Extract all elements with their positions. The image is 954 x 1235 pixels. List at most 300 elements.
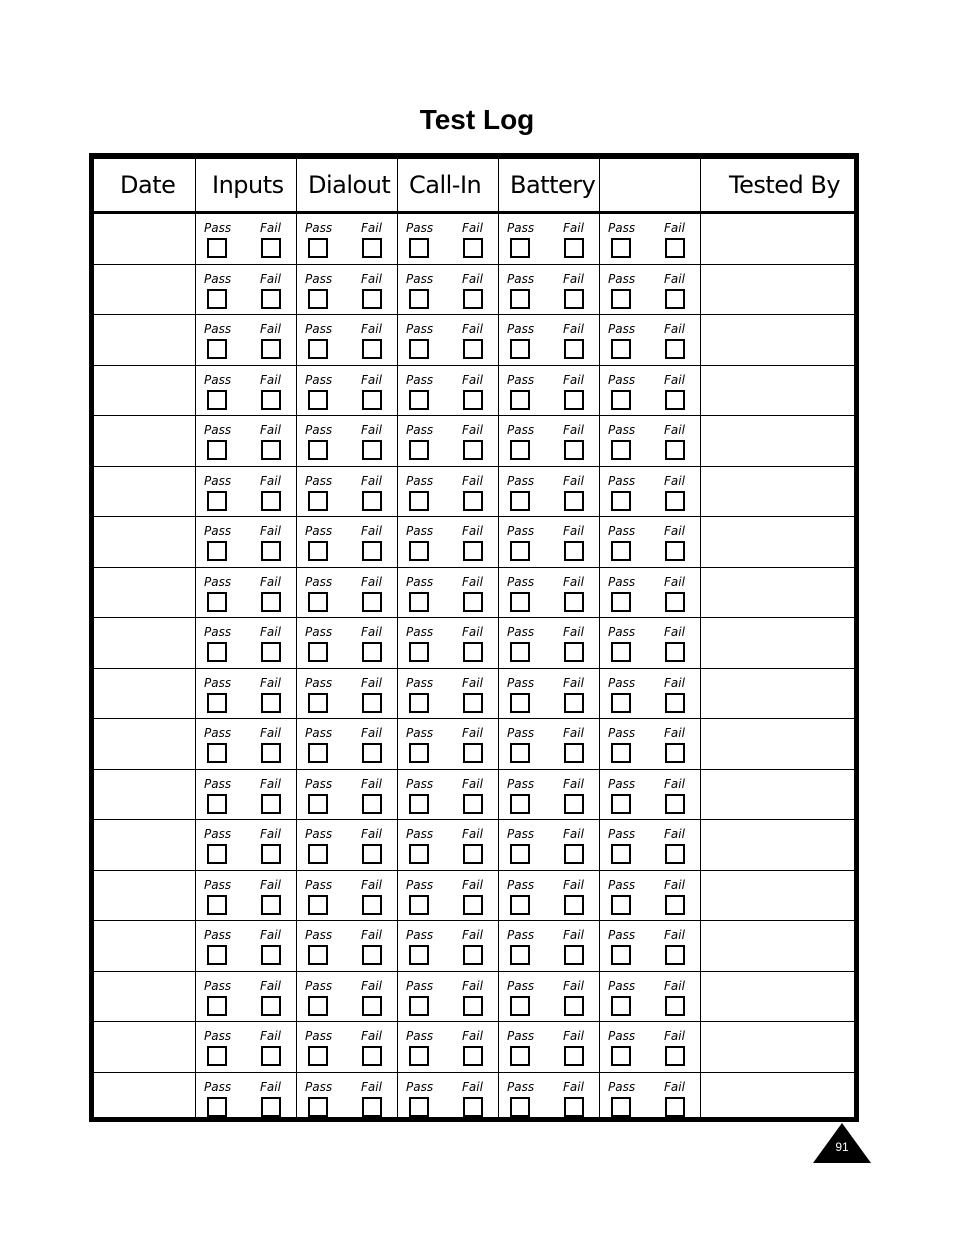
tested-by-cell[interactable] bbox=[701, 618, 854, 668]
battery-pass-label: Pass bbox=[507, 524, 535, 538]
battery-pass-checkbox[interactable] bbox=[510, 794, 530, 814]
battery-fail-checkbox[interactable] bbox=[564, 390, 584, 410]
battery-fail-checkbox[interactable] bbox=[564, 440, 584, 460]
inputs-pass-label: Pass bbox=[204, 978, 232, 993]
tested-by-cell[interactable] bbox=[701, 820, 854, 870]
dialout-pass-checkbox[interactable] bbox=[308, 541, 328, 561]
inputs-pass-checkbox[interactable] bbox=[207, 844, 227, 864]
dialout-fail-checkbox[interactable] bbox=[362, 642, 382, 662]
battery-pass-checkbox[interactable] bbox=[510, 289, 530, 309]
battery-pass-label: Pass bbox=[507, 271, 535, 286]
dialout-fail-checkbox[interactable] bbox=[362, 238, 382, 258]
call-in-fail-checkbox[interactable] bbox=[463, 895, 483, 915]
inputs-fail-checkbox[interactable] bbox=[261, 238, 281, 258]
dialout-pass-checkbox[interactable] bbox=[308, 592, 328, 612]
inputs-pass-checkbox[interactable] bbox=[207, 1097, 227, 1117]
battery-pass-checkbox[interactable] bbox=[510, 390, 530, 410]
tested-by-cell[interactable] bbox=[701, 416, 854, 466]
battery-fail-checkbox[interactable] bbox=[564, 743, 584, 763]
call-in-pass-checkbox[interactable] bbox=[409, 339, 429, 359]
date-cell[interactable] bbox=[94, 416, 195, 466]
date-cell[interactable] bbox=[94, 618, 195, 668]
dialout-pass-label: Pass bbox=[305, 524, 333, 538]
battery-pass-checkbox[interactable] bbox=[510, 592, 530, 612]
blank-pass-checkbox[interactable] bbox=[611, 440, 631, 460]
call-in-fail-checkbox[interactable] bbox=[463, 491, 483, 511]
inputs-pass-checkbox[interactable] bbox=[207, 491, 227, 511]
call-in-fail-label: Fail bbox=[462, 574, 483, 589]
dialout-fail-checkbox[interactable] bbox=[362, 440, 382, 460]
call-in-pass-label: Pass bbox=[406, 928, 434, 942]
call-in-fail-checkbox[interactable] bbox=[463, 1097, 483, 1117]
inputs-pass-checkbox[interactable] bbox=[207, 895, 227, 915]
blank-fail-checkbox[interactable] bbox=[665, 339, 685, 359]
dialout-pass-checkbox[interactable] bbox=[308, 794, 328, 814]
blank-pass-checkbox[interactable] bbox=[611, 339, 631, 359]
inputs-fail-checkbox[interactable] bbox=[261, 289, 281, 309]
tested-by-cell[interactable] bbox=[701, 770, 854, 820]
battery-fail-label: Fail bbox=[563, 372, 584, 387]
blank-pass-label: Pass bbox=[608, 372, 636, 387]
blank-fail-checkbox[interactable] bbox=[665, 743, 685, 763]
inputs-fail-checkbox[interactable] bbox=[261, 1046, 281, 1066]
dialout-fail-checkbox[interactable] bbox=[362, 794, 382, 814]
call-in-fail-label: Fail bbox=[462, 473, 483, 488]
inputs-pass-label: Pass bbox=[204, 524, 232, 538]
battery-fail-checkbox[interactable] bbox=[564, 289, 584, 309]
inputs-pass-label: Pass bbox=[204, 1029, 232, 1043]
dialout-fail-checkbox[interactable] bbox=[362, 592, 382, 612]
call-in-fail-checkbox[interactable] bbox=[463, 440, 483, 460]
blank-fail-checkbox[interactable] bbox=[665, 289, 685, 309]
call-in-fail-label: Fail bbox=[462, 675, 483, 690]
tested-by-cell[interactable] bbox=[701, 871, 854, 921]
date-cell[interactable] bbox=[94, 1073, 195, 1123]
call-in-pass-label: Pass bbox=[406, 271, 434, 286]
blank-fail-checkbox[interactable] bbox=[665, 693, 685, 713]
battery-pass-label: Pass bbox=[507, 827, 535, 841]
call-in-pass-checkbox[interactable] bbox=[409, 440, 429, 460]
dialout-fail-checkbox[interactable] bbox=[362, 693, 382, 713]
table-row bbox=[94, 366, 854, 416]
battery-pass-checkbox[interactable] bbox=[510, 541, 530, 561]
blank-fail-checkbox[interactable] bbox=[665, 1046, 685, 1066]
battery-fail-checkbox[interactable] bbox=[564, 339, 584, 359]
dialout-pass-checkbox[interactable] bbox=[308, 743, 328, 763]
inputs-fail-label: Fail bbox=[260, 726, 281, 740]
battery-fail-checkbox[interactable] bbox=[564, 238, 584, 258]
inputs-pass-checkbox[interactable] bbox=[207, 1046, 227, 1066]
date-cell[interactable] bbox=[94, 921, 195, 971]
battery-fail-checkbox[interactable] bbox=[564, 1097, 584, 1117]
dialout-pass-checkbox[interactable] bbox=[308, 1097, 328, 1117]
header-inputs: Inputs bbox=[212, 171, 284, 199]
battery-fail-checkbox[interactable] bbox=[564, 945, 584, 965]
inputs-fail-label: Fail bbox=[260, 1029, 281, 1043]
inputs-fail-checkbox[interactable] bbox=[261, 895, 281, 915]
battery-pass-label: Pass bbox=[507, 1029, 535, 1043]
dialout-fail-checkbox[interactable] bbox=[362, 895, 382, 915]
battery-fail-checkbox[interactable] bbox=[564, 541, 584, 561]
battery-pass-checkbox[interactable] bbox=[510, 238, 530, 258]
blank-pass-checkbox[interactable] bbox=[611, 945, 631, 965]
blank-pass-checkbox[interactable] bbox=[611, 1046, 631, 1066]
header-battery: Battery bbox=[510, 171, 596, 199]
date-cell[interactable] bbox=[94, 315, 195, 365]
call-in-fail-checkbox[interactable] bbox=[463, 844, 483, 864]
blank-fail-checkbox[interactable] bbox=[665, 945, 685, 965]
dialout-pass-checkbox[interactable] bbox=[308, 491, 328, 511]
inputs-pass-checkbox[interactable] bbox=[207, 440, 227, 460]
inputs-pass-label: Pass bbox=[204, 221, 232, 235]
call-in-fail-checkbox[interactable] bbox=[463, 592, 483, 612]
date-cell[interactable] bbox=[94, 719, 195, 769]
battery-fail-checkbox[interactable] bbox=[564, 693, 584, 713]
dialout-fail-label: Fail bbox=[361, 221, 382, 235]
table-row bbox=[94, 1073, 854, 1123]
dialout-fail-checkbox[interactable] bbox=[362, 289, 382, 309]
dialout-fail-checkbox[interactable] bbox=[362, 390, 382, 410]
call-in-fail-checkbox[interactable] bbox=[463, 541, 483, 561]
blank-pass-checkbox[interactable] bbox=[611, 895, 631, 915]
inputs-fail-checkbox[interactable] bbox=[261, 592, 281, 612]
call-in-pass-checkbox[interactable] bbox=[409, 844, 429, 864]
dialout-pass-checkbox[interactable] bbox=[308, 945, 328, 965]
blank-fail-checkbox[interactable] bbox=[665, 390, 685, 410]
dialout-pass-label: Pass bbox=[305, 928, 333, 942]
date-cell[interactable] bbox=[94, 972, 195, 1022]
date-cell[interactable] bbox=[94, 770, 195, 820]
battery-fail-checkbox[interactable] bbox=[564, 1046, 584, 1066]
blank-fail-label: Fail bbox=[664, 524, 685, 538]
tested-by-cell[interactable] bbox=[701, 921, 854, 971]
inputs-pass-checkbox[interactable] bbox=[207, 642, 227, 662]
dialout-pass-label: Pass bbox=[305, 322, 333, 336]
blank-pass-label: Pass bbox=[608, 322, 636, 336]
date-cell[interactable] bbox=[94, 467, 195, 517]
inputs-pass-checkbox[interactable] bbox=[207, 238, 227, 258]
dialout-fail-checkbox[interactable] bbox=[362, 996, 382, 1016]
table-row bbox=[94, 467, 854, 517]
call-in-fail-label: Fail bbox=[462, 322, 483, 336]
battery-pass-checkbox[interactable] bbox=[510, 844, 530, 864]
blank-fail-label: Fail bbox=[664, 726, 685, 740]
header-dialout: Dialout bbox=[308, 171, 391, 199]
blank-pass-label: Pass bbox=[608, 776, 636, 791]
tested-by-cell[interactable] bbox=[701, 972, 854, 1022]
blank-fail-checkbox[interactable] bbox=[665, 238, 685, 258]
dialout-fail-checkbox[interactable] bbox=[362, 491, 382, 511]
inputs-fail-label: Fail bbox=[260, 978, 281, 993]
date-cell[interactable] bbox=[94, 669, 195, 719]
battery-pass-checkbox[interactable] bbox=[510, 491, 530, 511]
inputs-fail-checkbox[interactable] bbox=[261, 693, 281, 713]
battery-fail-label: Fail bbox=[563, 524, 584, 538]
battery-fail-checkbox[interactable] bbox=[564, 844, 584, 864]
tested-by-cell[interactable] bbox=[701, 467, 854, 517]
dialout-pass-checkbox[interactable] bbox=[308, 440, 328, 460]
inputs-fail-label: Fail bbox=[260, 1079, 281, 1094]
call-in-fail-checkbox[interactable] bbox=[463, 339, 483, 359]
battery-fail-checkbox[interactable] bbox=[564, 592, 584, 612]
tested-by-cell[interactable] bbox=[701, 315, 854, 365]
blank-pass-checkbox[interactable] bbox=[611, 289, 631, 309]
inputs-fail-checkbox[interactable] bbox=[261, 339, 281, 359]
blank-pass-checkbox[interactable] bbox=[611, 238, 631, 258]
call-in-pass-checkbox[interactable] bbox=[409, 289, 429, 309]
inputs-pass-label: Pass bbox=[204, 322, 232, 336]
battery-pass-checkbox[interactable] bbox=[510, 693, 530, 713]
blank-fail-label: Fail bbox=[664, 574, 685, 589]
call-in-fail-label: Fail bbox=[462, 1029, 483, 1043]
call-in-fail-checkbox[interactable] bbox=[463, 390, 483, 410]
dialout-pass-label: Pass bbox=[305, 221, 333, 235]
tested-by-cell[interactable] bbox=[701, 669, 854, 719]
call-in-pass-checkbox[interactable] bbox=[409, 794, 429, 814]
tested-by-cell[interactable] bbox=[701, 568, 854, 618]
tested-by-cell[interactable] bbox=[701, 366, 854, 416]
inputs-pass-checkbox[interactable] bbox=[207, 743, 227, 763]
battery-pass-label: Pass bbox=[507, 675, 535, 690]
date-cell[interactable] bbox=[94, 871, 195, 921]
battery-fail-checkbox[interactable] bbox=[564, 491, 584, 511]
inputs-fail-label: Fail bbox=[260, 423, 281, 437]
blank-fail-checkbox[interactable] bbox=[665, 844, 685, 864]
blank-pass-checkbox[interactable] bbox=[611, 693, 631, 713]
battery-fail-label: Fail bbox=[563, 928, 584, 942]
inputs-fail-label: Fail bbox=[260, 322, 281, 336]
inputs-fail-label: Fail bbox=[260, 877, 281, 892]
dialout-fail-label: Fail bbox=[361, 877, 382, 892]
battery-pass-checkbox[interactable] bbox=[510, 945, 530, 965]
inputs-fail-checkbox[interactable] bbox=[261, 1097, 281, 1117]
dialout-pass-checkbox[interactable] bbox=[308, 693, 328, 713]
blank-fail-label: Fail bbox=[664, 978, 685, 993]
table-row bbox=[94, 921, 854, 971]
dialout-pass-checkbox[interactable] bbox=[308, 642, 328, 662]
call-in-fail-label: Fail bbox=[462, 221, 483, 235]
blank-fail-checkbox[interactable] bbox=[665, 1097, 685, 1117]
dialout-pass-checkbox[interactable] bbox=[308, 390, 328, 410]
date-cell[interactable] bbox=[94, 517, 195, 567]
dialout-fail-label: Fail bbox=[361, 322, 382, 336]
blank-fail-checkbox[interactable] bbox=[665, 642, 685, 662]
blank-pass-checkbox[interactable] bbox=[611, 844, 631, 864]
call-in-pass-checkbox[interactable] bbox=[409, 996, 429, 1016]
tested-by-cell[interactable] bbox=[701, 517, 854, 567]
battery-fail-label: Fail bbox=[563, 423, 584, 437]
dialout-fail-checkbox[interactable] bbox=[362, 844, 382, 864]
inputs-fail-checkbox[interactable] bbox=[261, 390, 281, 410]
call-in-fail-label: Fail bbox=[462, 1079, 483, 1094]
date-cell[interactable] bbox=[94, 568, 195, 618]
inputs-pass-label: Pass bbox=[204, 372, 232, 387]
inputs-pass-label: Pass bbox=[204, 473, 232, 488]
date-cell[interactable] bbox=[94, 366, 195, 416]
call-in-fail-checkbox[interactable] bbox=[463, 289, 483, 309]
blank-pass-checkbox[interactable] bbox=[611, 1097, 631, 1117]
blank-pass-label: Pass bbox=[608, 524, 636, 538]
call-in-fail-checkbox[interactable] bbox=[463, 945, 483, 965]
date-cell[interactable] bbox=[94, 265, 195, 315]
tested-by-cell[interactable] bbox=[701, 265, 854, 315]
blank-pass-checkbox[interactable] bbox=[611, 743, 631, 763]
date-cell[interactable] bbox=[94, 1022, 195, 1072]
blank-pass-checkbox[interactable] bbox=[611, 794, 631, 814]
battery-pass-checkbox[interactable] bbox=[510, 642, 530, 662]
battery-fail-label: Fail bbox=[563, 473, 584, 488]
inputs-fail-checkbox[interactable] bbox=[261, 844, 281, 864]
blank-fail-checkbox[interactable] bbox=[665, 895, 685, 915]
battery-fail-checkbox[interactable] bbox=[564, 996, 584, 1016]
dialout-pass-label: Pass bbox=[305, 473, 333, 488]
battery-pass-checkbox[interactable] bbox=[510, 440, 530, 460]
dialout-pass-checkbox[interactable] bbox=[308, 238, 328, 258]
battery-fail-label: Fail bbox=[563, 827, 584, 841]
call-in-pass-checkbox[interactable] bbox=[409, 238, 429, 258]
blank-fail-checkbox[interactable] bbox=[665, 491, 685, 511]
inputs-pass-label: Pass bbox=[204, 271, 232, 286]
inputs-pass-checkbox[interactable] bbox=[207, 592, 227, 612]
dialout-pass-checkbox[interactable] bbox=[308, 895, 328, 915]
blank-fail-checkbox[interactable] bbox=[665, 541, 685, 561]
battery-fail-checkbox[interactable] bbox=[564, 895, 584, 915]
call-in-fail-checkbox[interactable] bbox=[463, 794, 483, 814]
table-row bbox=[94, 517, 854, 567]
call-in-fail-checkbox[interactable] bbox=[463, 996, 483, 1016]
battery-fail-checkbox[interactable] bbox=[564, 642, 584, 662]
battery-pass-label: Pass bbox=[507, 776, 535, 791]
inputs-fail-label: Fail bbox=[260, 675, 281, 690]
blank-pass-checkbox[interactable] bbox=[611, 592, 631, 612]
dialout-fail-checkbox[interactable] bbox=[362, 541, 382, 561]
inputs-pass-checkbox[interactable] bbox=[207, 339, 227, 359]
dialout-fail-label: Fail bbox=[361, 423, 382, 437]
inputs-fail-checkbox[interactable] bbox=[261, 743, 281, 763]
inputs-pass-checkbox[interactable] bbox=[207, 945, 227, 965]
call-in-pass-checkbox[interactable] bbox=[409, 743, 429, 763]
battery-fail-label: Fail bbox=[563, 726, 584, 740]
call-in-pass-checkbox[interactable] bbox=[409, 945, 429, 965]
dialout-pass-checkbox[interactable] bbox=[308, 289, 328, 309]
call-in-fail-checkbox[interactable] bbox=[463, 743, 483, 763]
inputs-pass-checkbox[interactable] bbox=[207, 541, 227, 561]
inputs-fail-checkbox[interactable] bbox=[261, 440, 281, 460]
inputs-pass-checkbox[interactable] bbox=[207, 996, 227, 1016]
battery-fail-checkbox[interactable] bbox=[564, 794, 584, 814]
call-in-fail-checkbox[interactable] bbox=[463, 642, 483, 662]
call-in-fail-checkbox[interactable] bbox=[463, 1046, 483, 1066]
call-in-fail-label: Fail bbox=[462, 625, 483, 639]
battery-pass-label: Pass bbox=[507, 423, 535, 437]
call-in-pass-checkbox[interactable] bbox=[409, 390, 429, 410]
call-in-pass-checkbox[interactable] bbox=[409, 491, 429, 511]
dialout-pass-label: Pass bbox=[305, 675, 333, 690]
blank-pass-checkbox[interactable] bbox=[611, 491, 631, 511]
battery-fail-label: Fail bbox=[563, 1079, 584, 1094]
call-in-pass-checkbox[interactable] bbox=[409, 541, 429, 561]
blank-fail-checkbox[interactable] bbox=[665, 996, 685, 1016]
tested-by-cell[interactable] bbox=[701, 214, 854, 264]
call-in-pass-checkbox[interactable] bbox=[409, 1046, 429, 1066]
dialout-fail-label: Fail bbox=[361, 827, 382, 841]
dialout-fail-checkbox[interactable] bbox=[362, 945, 382, 965]
inputs-fail-checkbox[interactable] bbox=[261, 541, 281, 561]
call-in-pass-checkbox[interactable] bbox=[409, 592, 429, 612]
dialout-fail-label: Fail bbox=[361, 1029, 382, 1043]
blank-pass-label: Pass bbox=[608, 928, 636, 942]
table-row bbox=[94, 972, 854, 1022]
inputs-fail-checkbox[interactable] bbox=[261, 642, 281, 662]
battery-pass-checkbox[interactable] bbox=[510, 1097, 530, 1117]
dialout-pass-label: Pass bbox=[305, 625, 333, 639]
call-in-pass-checkbox[interactable] bbox=[409, 1097, 429, 1117]
call-in-fail-checkbox[interactable] bbox=[463, 693, 483, 713]
dialout-fail-checkbox[interactable] bbox=[362, 339, 382, 359]
dialout-pass-checkbox[interactable] bbox=[308, 844, 328, 864]
dialout-pass-label: Pass bbox=[305, 1029, 333, 1043]
battery-pass-checkbox[interactable] bbox=[510, 743, 530, 763]
tested-by-cell[interactable] bbox=[701, 1073, 854, 1123]
blank-pass-checkbox[interactable] bbox=[611, 642, 631, 662]
table-row bbox=[94, 315, 854, 365]
inputs-fail-label: Fail bbox=[260, 271, 281, 286]
blank-pass-checkbox[interactable] bbox=[611, 996, 631, 1016]
tested-by-cell[interactable] bbox=[701, 719, 854, 769]
dialout-fail-checkbox[interactable] bbox=[362, 743, 382, 763]
battery-pass-checkbox[interactable] bbox=[510, 996, 530, 1016]
inputs-fail-checkbox[interactable] bbox=[261, 794, 281, 814]
blank-pass-label: Pass bbox=[608, 877, 636, 892]
inputs-fail-label: Fail bbox=[260, 524, 281, 538]
inputs-pass-checkbox[interactable] bbox=[207, 693, 227, 713]
tested-by-cell[interactable] bbox=[701, 1022, 854, 1072]
battery-pass-checkbox[interactable] bbox=[510, 895, 530, 915]
blank-pass-checkbox[interactable] bbox=[611, 390, 631, 410]
blank-pass-label: Pass bbox=[608, 423, 636, 437]
inputs-fail-checkbox[interactable] bbox=[261, 996, 281, 1016]
call-in-fail-checkbox[interactable] bbox=[463, 238, 483, 258]
header-row bbox=[94, 159, 854, 214]
battery-fail-label: Fail bbox=[563, 271, 584, 286]
inputs-fail-checkbox[interactable] bbox=[261, 491, 281, 511]
call-in-pass-checkbox[interactable] bbox=[409, 895, 429, 915]
dialout-fail-checkbox[interactable] bbox=[362, 1046, 382, 1066]
blank-fail-label: Fail bbox=[664, 221, 685, 235]
battery-pass-checkbox[interactable] bbox=[510, 339, 530, 359]
battery-pass-checkbox[interactable] bbox=[510, 1046, 530, 1066]
inputs-fail-checkbox[interactable] bbox=[261, 945, 281, 965]
date-cell[interactable] bbox=[94, 214, 195, 264]
blank-fail-checkbox[interactable] bbox=[665, 440, 685, 460]
inputs-pass-checkbox[interactable] bbox=[207, 794, 227, 814]
inputs-pass-checkbox[interactable] bbox=[207, 390, 227, 410]
dialout-pass-checkbox[interactable] bbox=[308, 339, 328, 359]
date-cell[interactable] bbox=[94, 820, 195, 870]
inputs-fail-label: Fail bbox=[260, 928, 281, 942]
dialout-pass-checkbox[interactable] bbox=[308, 1046, 328, 1066]
dialout-fail-checkbox[interactable] bbox=[362, 1097, 382, 1117]
call-in-pass-checkbox[interactable] bbox=[409, 642, 429, 662]
header-date: Date bbox=[120, 171, 176, 199]
dialout-pass-checkbox[interactable] bbox=[308, 996, 328, 1016]
blank-fail-checkbox[interactable] bbox=[665, 592, 685, 612]
blank-pass-checkbox[interactable] bbox=[611, 541, 631, 561]
inputs-pass-checkbox[interactable] bbox=[207, 289, 227, 309]
call-in-pass-checkbox[interactable] bbox=[409, 693, 429, 713]
blank-fail-checkbox[interactable] bbox=[665, 794, 685, 814]
dialout-pass-label: Pass bbox=[305, 726, 333, 740]
